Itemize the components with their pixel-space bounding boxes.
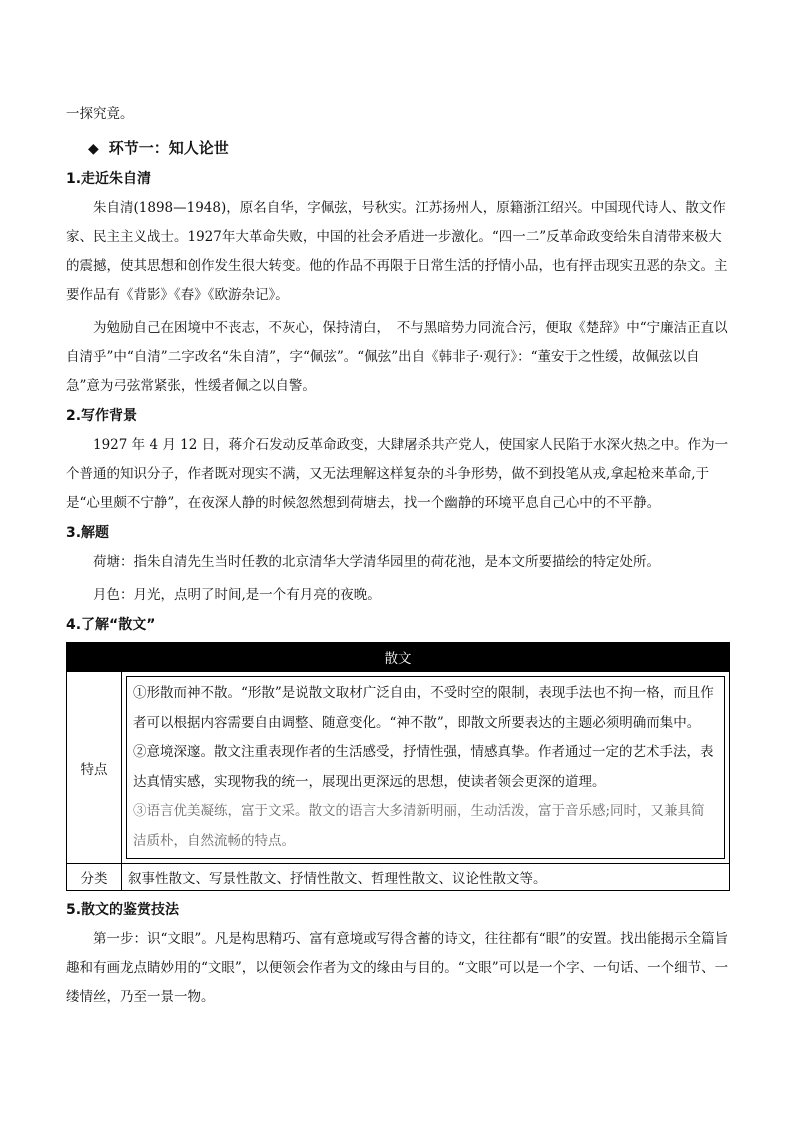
section-heading (88, 135, 730, 162)
appreciation-paragraph: 第一步：识“文眼”。凡是构思精巧、富有意境或写得含蓄的诗文，往往都有“眼”的安置。找出能揭示全篇旨趣和有画龙点睛妙用的“文眼”，以便领会作者为文的缘由与目的。“文眼”可以是一个字、一句话、一个细节、一缕情丝，乃至一景一物。 (66, 931, 729, 1005)
heading-prose: 4.了解“散文” (66, 617, 156, 633)
feature-item-1: ①形散而神不散。“形散”是说散文取材广泛自由，不受时空的限制，表现手法也不拘一格，而且作者可以根据内容需要自由调整、随意变化。“神不散”，即散文所要表达的主题必须明确而集中。 (133, 685, 714, 731)
diamond-bullet-icon: ◆ (88, 141, 99, 157)
background-paragraph: 1927 年 4 月 12 日，蒋介石发动反革命政变，大肆屠杀共产党人，使国家人民陷于水深火热之中。作为一个普通的知识分子，作者既对现实不满，又无法理解这样复杂的斗争形势，做不到投笔从戎,拿起枪来革命,于是“心里颇不宁静”，在夜深人静的时候忽然想到荷塘去，找一个幽静的环境平息自己心中的不平静。 (66, 437, 729, 511)
classification-value: 叙事性散文、写景性散文、抒情性散文、哲理性散文、议论性散文等。 (122, 864, 730, 891)
features-label: 特点 (67, 672, 122, 864)
author-paragraph-1: 朱自清(1898—1948)，原名自华，字佩弦，号秋实。江苏扬州人，原籍浙江绍兴。中国现代诗人、散文作家、民主主义战士。1927年大革命失败，中国的社会矛盾进一步激化。“四一二”反革命政变给朱自清带来极大的震撼，使其思想和创作发生很大转变。他的作品不再限于日常生活的抒情小品，也有抨击现实丑恶的杂文。主要作品有《背影》《春》《欧游杂记》。 (66, 200, 728, 303)
heading-background: 2.写作背景 (66, 408, 138, 424)
feature-item-3: ③语言优美凝练，富于文采。散文的语言大多清新明丽，生动活泼，富于音乐感;同时，又兼具简洁质朴，自然流畅的特点。 (133, 803, 705, 849)
title-explanation-lotus: 荷塘：指朱自清先生当时任教的北京清华大学清华园里的荷花池，是本文所要描绘的特定处所。 (93, 554, 660, 570)
author-paragraph-2: 为勉励自己在困境中不丧志，不灰心，保持清白， 不与黑暗势力同流合污，便取《楚辞》中“宁廉洁正直以自清乎”中“自清”二字改名“朱自清”，字“佩弦”。“佩弦”出自《韩非子·观行》：“董安于之性缓，故佩弦以自急”意为弓弦常紧张，性缓者佩之以自警。 (66, 320, 728, 394)
heading-appreciation: 5.散文的鉴赏技法 (66, 902, 180, 918)
heading-title-explanation: 3.解题 (66, 525, 110, 541)
section-heading-text: 环节一：知人论世 (108, 139, 229, 157)
continuation-line: 一探究竟。 (66, 106, 134, 122)
features-box (126, 676, 725, 859)
prose-table-header: 散文 (67, 643, 730, 672)
classification-label: 分类 (67, 864, 122, 891)
features-cell (122, 672, 730, 864)
title-explanation-moonlight: 月色：月光，点明了时间,是一个有月亮的夜晚。 (93, 587, 381, 603)
prose-table (66, 642, 730, 891)
feature-item-2: ②意境深邃。散文注重表现作者的生活感受，抒情性强，情感真挚。作者通过一定的艺术手法，表达真情实感，实现物我的统一，展现出更深远的思想，使读者领会更深的道理。 (133, 744, 714, 790)
heading-author: 1.走近朱自清 (66, 171, 152, 187)
document-body (66, 100, 730, 1012)
